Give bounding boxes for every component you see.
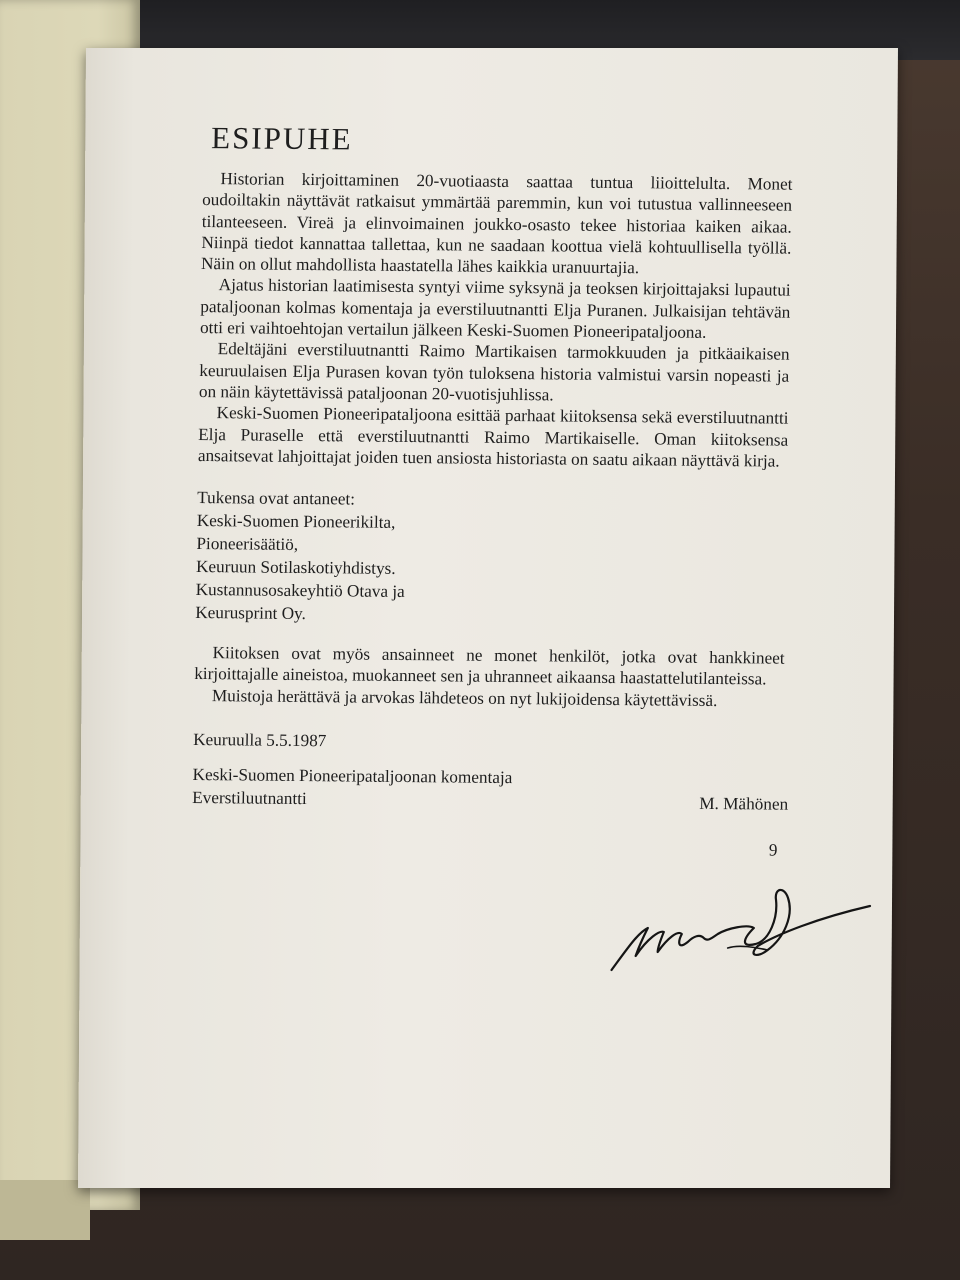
supporter-item: Keuruun Sotilaskotiyhdistys. — [195, 557, 396, 579]
paragraph-4: Keski-Suomen Pioneeripataljoona esittää parhaat kiitoksensa sekä everstiluutnantti Elja Puraselle että everstiluutnantti Raimo Martikaiselle. Oman kiitoksensa ansaitsevat lahjoittajat joiden tuen ansiosta historiasta on saatu aikaan näyttävä kirja. — [197, 403, 789, 471]
page-title: ESIPUHE — [210, 120, 353, 157]
signer-name: M. Mähönen — [699, 793, 789, 814]
thanks-paragraph-1: Kiitoksen ovat myös ansainneet ne monet henkilöt, jotka ovat hankkineet kirjoittajalle aineistoa, muokanneet sen ja uhranneet aikaansa haastattelutilanteissa. — [194, 643, 785, 689]
book-page — [78, 48, 898, 1188]
paragraph-1: Historian kirjoittaminen 20-vuotiaasta saattaa tuntua liioittelulta. Monet oudoiltakin näyttävät ratkaisut ymmärtää paremmin, kun voi tutustua vallinneeseen tilanteeseen. Vireä ja elinvoimainen joukko-osasto tekee historiaa kaiken aikaa. Niinpä tiedot kannattaa tallettaa, kun ne saadaan koottua vielä kohtuullisella työllä. Näin on ollut mahdollista haastatella lähes kaikkia uranuurtajia. — [200, 169, 793, 278]
place-date: Keuruulla 5.5.1987 — [193, 730, 327, 751]
paragraph-2: Ajatus historian laatimisesta syntyi viime syksynä ja teoksen kirjoittajaksi lupautui pataljoonan kolmas komentaja ja everstiluutnantti Elja Puranen. Julkaisijan tehtävän otti eri vaihtoehtojan vertailun jälkeen Keski-Suomen Pioneeripataljoona. — [199, 275, 791, 342]
signer-title: Keski-Suomen Pioneeripataljoonan komentaja — [192, 765, 513, 788]
supporter-item: Keski-Suomen Pioneerikilta, — [196, 511, 396, 533]
handwritten-signature — [607, 878, 878, 978]
paragraph-3: Edeltäjäni everstiluutnantti Raimo Martikaisen tarmokkuuden ja pitkäaikaisen keuruulaisen Elja Purasen kovan työn tuloksena historia valmistui varsin nopeasti ja on näin käytettävissä pataljoonan 20-vuotisjuhlissa. — [198, 339, 790, 405]
supporter-item: Keurusprint Oy. — [195, 603, 307, 624]
page-text — [192, 120, 793, 860]
page-number: 9 — [768, 840, 778, 860]
signer-rank: Everstiluutnantti — [192, 788, 307, 809]
book-edge — [0, 1180, 90, 1240]
supporters-heading: Tukensa ovat antaneet: — [197, 488, 356, 509]
supporter-item: Kustannusosakeyhtiö Otava ja — [195, 580, 405, 602]
signature-block — [192, 763, 789, 860]
thanks-section — [194, 642, 785, 712]
supporter-item: Pioneerisäätiö, — [196, 534, 299, 555]
supporters-list — [195, 486, 787, 630]
thanks-paragraph-2: Muistoja herättävä ja arvokas lähdeteos on nyt lukijoidensa käytettävissä. — [211, 685, 718, 710]
